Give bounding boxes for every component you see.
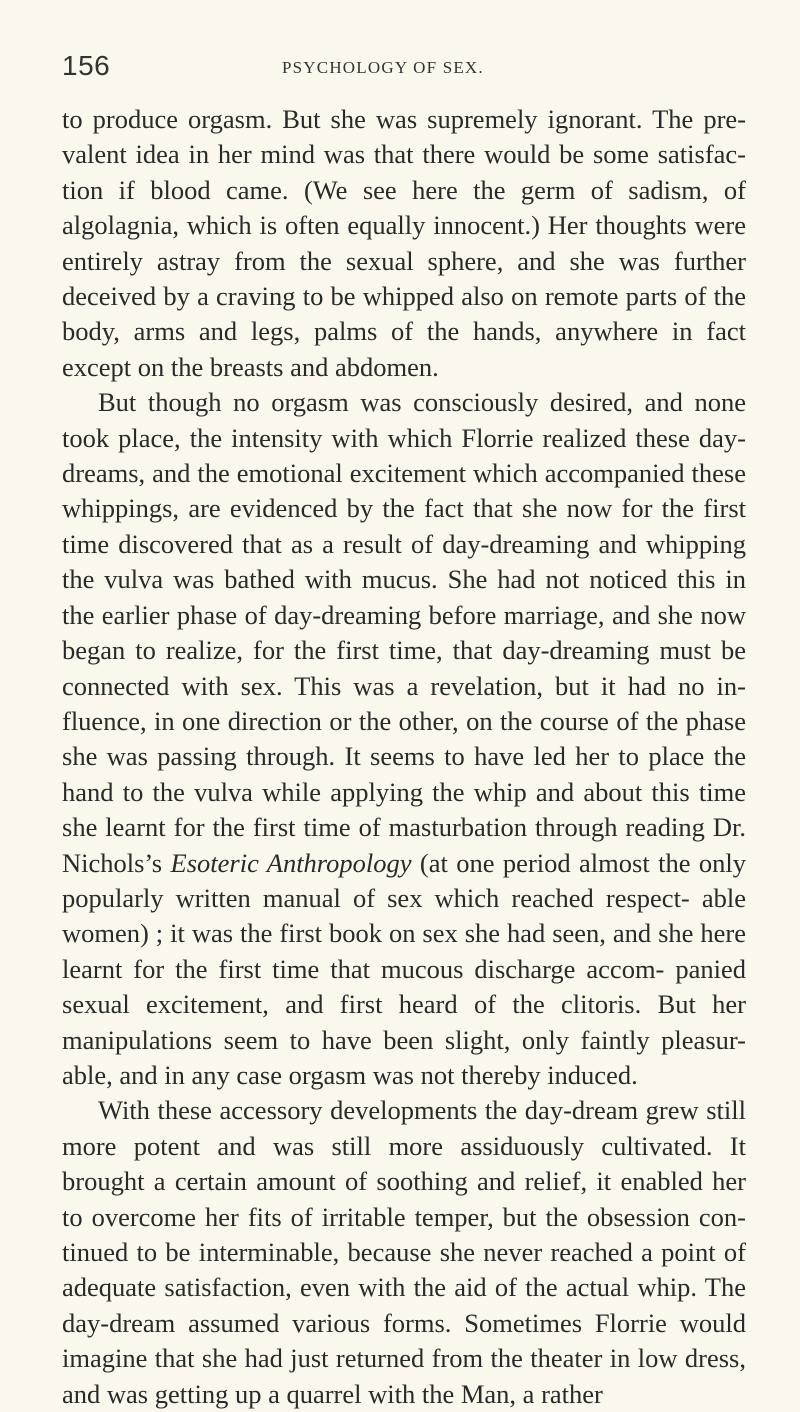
running-header bbox=[62, 50, 746, 90]
paragraph-2-text-a: But though no orgasm was consciously desired, and none took place, the intensity with which Florrie realized these day- dreams, and the emotional excitement which accompanied these whippings, are evidenced by the fact that she now for the first time discovered that as a result of day-dreaming and whipping the vulva was bathed with mucus. She had not noticed this in the earlier phase of day-dreaming before marriage, and she now began to realize, for the first time, that day-dreaming must be connected with sex. This was a revelation, but it had no in- fluence, in one direction or the other, on the course of the phase she was passing through. It seems to have led her to place the hand to the vulva while applying the whip and about this time she learnt for the first time of masturbation through reading Dr. Nichols’s bbox=[62, 387, 746, 878]
paragraph-3: With these accessory developments the day-dream grew still more potent and was still more assiduously cultivated. It brought a certain amount of soothing and relief, it enabled her to overcome her fits of irritable temper, but the obsession con- tinued to be interminable, because she never reached a point of adequate satisfaction, even with the aid of the actual whip. The day-dream assumed various forms. Sometimes Florrie would imagine that she had just returned from the theater in low dress, and was getting up a quarrel with the Man, a rather bbox=[62, 1095, 746, 1409]
book-title-italic: Esoteric Anthropology bbox=[170, 847, 412, 878]
book-page bbox=[62, 50, 746, 1412]
running-title: PSYCHOLOGY OF SEX. bbox=[282, 58, 484, 77]
paragraph-2-text-b: (at one period almost the only popularly written manual of sex which reached respect- able women) ; it was the first book on sex she had seen, and she here learnt for the first time that mucous discharge accom- panied sexual excitement, and first heard of the clitoris. But her manipulations seem to have been slight, only faintly pleasur- able, and in any case orgasm was not thereby induced. bbox=[62, 847, 746, 1090]
body-text bbox=[62, 102, 746, 1412]
page-number: 156 bbox=[62, 50, 111, 81]
paragraph-2 bbox=[62, 385, 746, 1093]
paragraph-1: to produce orgasm. But she was supremely ignorant. The pre- valent idea in her mind was that there would be some satisfac- tion if blood came. (We see here the germ of sadism, of algolagnia, which is often equally innocent.) Her thoughts were entirely astray from the sexual sphere, and she was further deceived by a craving to be whipped also on remote parts of the body, arms and legs, palms of the hands, anywhere in fact except on the breasts and abdomen. bbox=[62, 104, 746, 382]
